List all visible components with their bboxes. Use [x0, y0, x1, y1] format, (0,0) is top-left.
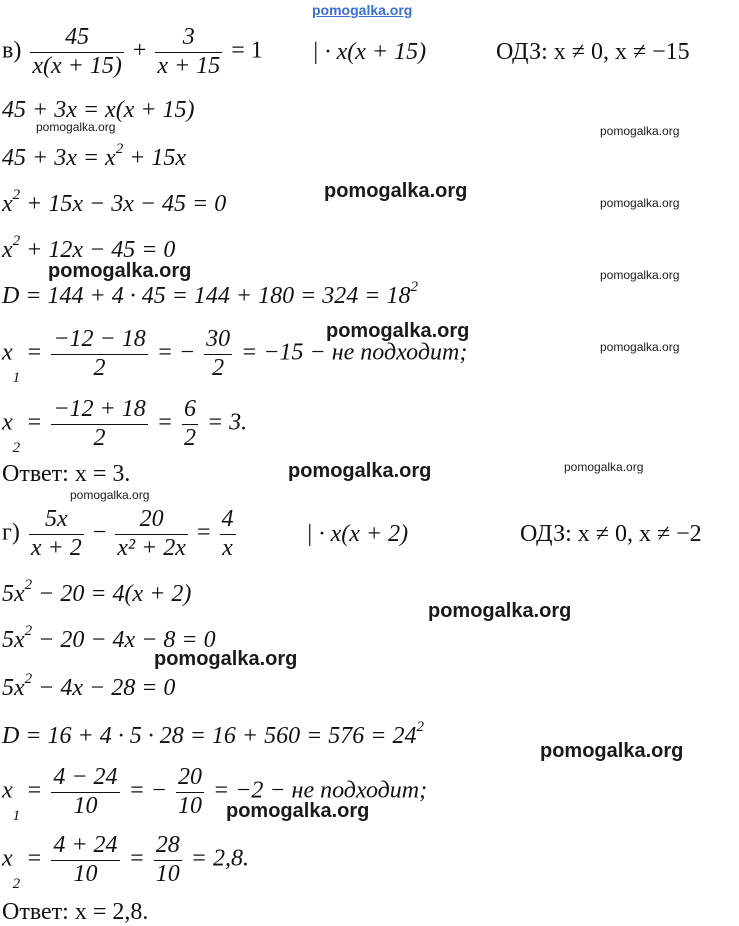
fraction-v-2: $\frac{3}{x + 15}$ [157, 24, 221, 79]
step-v-3: $x^2 + 15x - 3x - 45 = 0$ [2, 187, 227, 217]
fraction-g-3: $\frac{4}{x}$ [221, 506, 234, 561]
equation-v: в) $\frac{45}{x(x + 15)}$ + $\frac{3}{x + 15}$ = 1 [2, 24, 263, 79]
fraction-g-1: $\frac{5x}{x + 2}$ [30, 506, 82, 561]
step-v-4: $x^2 + 12x - 45 = 0$ [2, 233, 176, 263]
watermark: pomogalka.org [540, 740, 684, 762]
site-link[interactable]: pomogalka.org [312, 2, 413, 18]
watermark: pomogalka.org [600, 196, 680, 210]
watermark: pomogalka.org [226, 800, 370, 822]
step-v-1: 45 + 3x = x(x + 15) [2, 97, 195, 123]
watermark: pomogalka.org [600, 340, 680, 354]
watermark: pomogalka.org [36, 120, 116, 134]
equation-g: г) $\frac{5x}{x + 2}$ − $\frac{20}{\text{x² + 2x}}$ = $\frac{4}{x}$ [2, 506, 234, 561]
part-label-v: в) [2, 37, 22, 64]
step-g-3: $5x^2 - 4x - 28 = 0$ [2, 671, 176, 701]
root-v-2: $x_2$ = $\frac{-12 + 18}{2}$ = $\frac{6}{2}$ = 3. [2, 396, 248, 457]
step-g-2: $5x^2 - 20 - 4x - 8 = 0$ [2, 623, 216, 653]
discriminant-g: $D = 16 + 4 \cdot 5 \cdot 28 = 16 + 560 = 576 = 24^2$ [2, 719, 425, 749]
watermark: pomogalka.org [70, 488, 150, 502]
answer-g: Ответ: x = 2,8. [2, 899, 149, 925]
watermark: pomogalka.org [600, 268, 680, 282]
watermark: pomogalka.org [48, 260, 192, 282]
watermark: pomogalka.org [326, 320, 470, 342]
fraction-v-1: $\frac{45}{x(x + 15)}$ [32, 24, 122, 79]
odz-v: ОДЗ: x ≠ 0, x ≠ −15 [496, 39, 690, 65]
answer-v: Ответ: x = 3. [2, 461, 131, 487]
part-label-g: г) [2, 519, 20, 546]
root-g-2: $x_2$ = $\frac{4 + 24}{10}$ = $\frac{28}{10}$ = 2,8. [2, 832, 249, 893]
multiplier-g: | · x(x + 2) [306, 521, 409, 547]
step-v-2: $45 + 3x = x^2 + 15x$ [2, 141, 187, 171]
watermark: pomogalka.org [288, 460, 432, 482]
watermark: pomogalka.org [324, 180, 468, 202]
watermark: pomogalka.org [428, 600, 572, 622]
odz-g: ОДЗ: x ≠ 0, x ≠ −2 [520, 521, 702, 547]
watermark: pomogalka.org [600, 124, 680, 138]
watermark: pomogalka.org [154, 648, 298, 670]
discriminant-v: $D = 144 + 4 \cdot 45 = 144 + 180 = 324 = 18^2$ [2, 279, 419, 309]
root-g-1: $x_1$ = $\frac{4 - 24}{10}$ = − $\frac{20}{10}$ = −2 − не подходит; [2, 764, 428, 825]
root-v-1: $x_1$ = $\frac{-12 - 18}{2}$ = − $\frac{30}{2}$ = −15 − не подходит; [2, 326, 468, 387]
watermark: pomogalka.org [564, 460, 644, 474]
multiplier-v: | · x(x + 15) [312, 39, 427, 65]
fraction-g-2: $\frac{20}{\text{x² + 2x}}$ [117, 506, 186, 561]
step-g-1: $5x^2 - 20 = 4(x + 2)$ [2, 577, 192, 607]
